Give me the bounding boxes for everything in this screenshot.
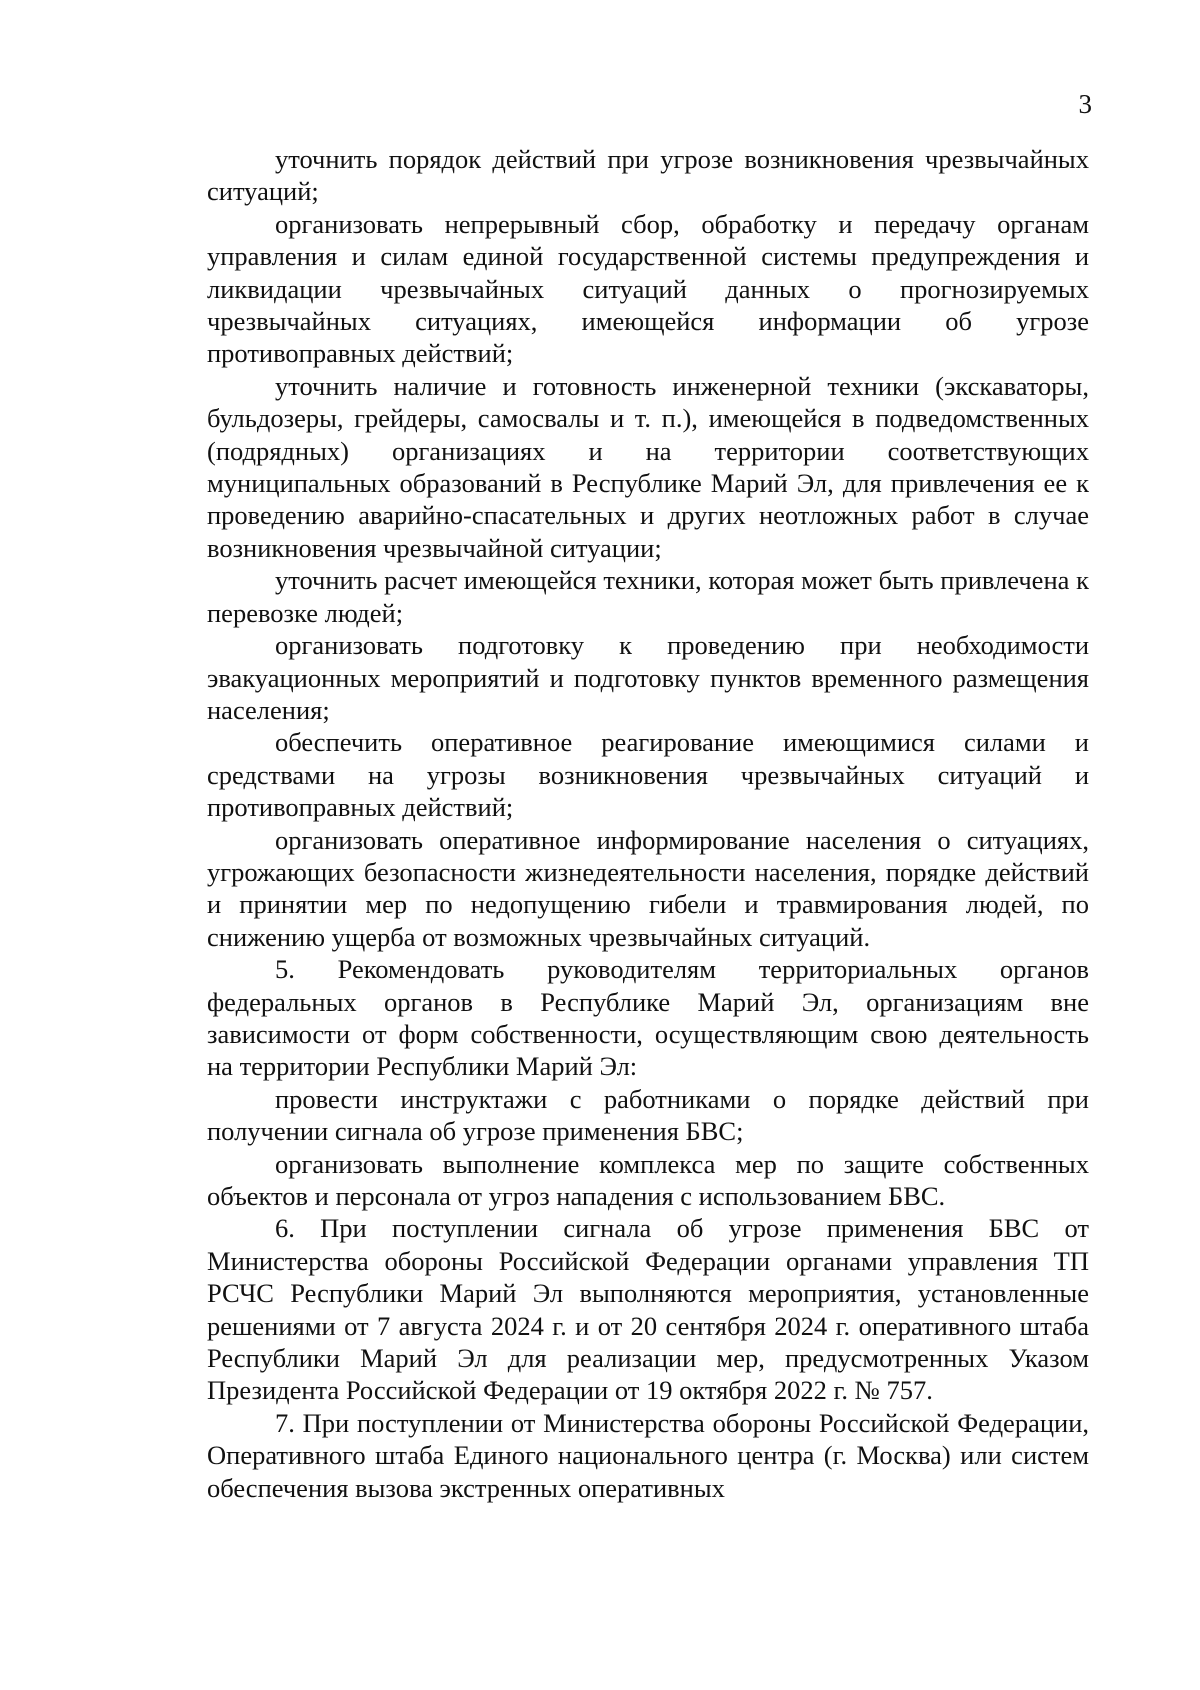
document-body [207, 143, 1089, 1504]
paragraph: обеспечить оперативное реагирование имеющимися силами и средствами на угрозы возникновения чрезвычайных ситуаций и противоправных действий; [207, 727, 1089, 823]
paragraph: организовать подготовку к проведению при необходимости эвакуационных мероприятий и подготовку пунктов временного размещения населения; [207, 630, 1089, 725]
paragraph: организовать оперативное информирование населения о ситуациях, угрожающих безопасности жизнедеятельности населения, порядке действий и принятии мер по недопущению гибели и травмирования людей, по снижению ущерба от возможных чрезвычайных ситуаций. [207, 824, 1089, 952]
paragraph: организовать непрерывный сбор, обработку и передачу органам управления и силам единой государственной системы предупреждения и ликвидации чрезвычайных ситуаций данных о прогнозируемых чрезвычайных ситуациях, имеющейся информации об угрозе противоправных действий; [207, 208, 1089, 369]
paragraph: уточнить порядок действий при угрозе возникновения чрезвычайных ситуаций; [207, 144, 1089, 207]
paragraph: уточнить расчет имеющейся техники, которая может быть привлечена к перевозке людей; [207, 565, 1089, 628]
paragraph: провести инструктажи с работниками о порядке действий при получении сигнала об угрозе применения БВС; [207, 1083, 1089, 1147]
paragraph: организовать выполнение комплекса мер по защите собственных объектов и персонала от угроз нападения с использованием БВС. [207, 1148, 1089, 1211]
paragraph-item-6: 6. При поступлении сигнала об угрозе применения БВС от Министерства обороны Российской Федерации органами управления ТП РСЧС Республики Марий Эл выполняются мероприятия, установленные решениями от 7 августа 2024 г. и от 20 сентября 2024 г. оперативного штаба Республики Марий Эл для реализации мер, предусмотренных Указом Президента Российской Федерации от 19 октября 2022 г. № 757. [207, 1213, 1089, 1406]
paragraph-item-5: 5. Рекомендовать руководителям территориальных органов федеральных органов в Республике Марий Эл, организациям вне зависимости от форм собственности, осуществляющим свою деятельность на территории Республики Марий Эл: [207, 954, 1089, 1082]
paragraph-item-7: 7. При поступлении от Министерства обороны Российской Федерации, Оперативного штаба Единого национального центра (г. Москва) или систем обеспечения вызова экстренных оперативных [207, 1407, 1089, 1503]
page-number: 3 [1078, 89, 1092, 119]
paragraph: уточнить наличие и готовность инженерной техники (экскаваторы, бульдозеры, грейдеры, самосвалы и т. п.), имеющейся в подведомственных (подрядных) организациях и на территории соответствующих муниципальных образований в Республике Марий Эл, для привлечения ее к проведению аварийно-спасательных и других неотложных работ в случае возникновения чрезвычайной ситуации; [207, 370, 1089, 563]
